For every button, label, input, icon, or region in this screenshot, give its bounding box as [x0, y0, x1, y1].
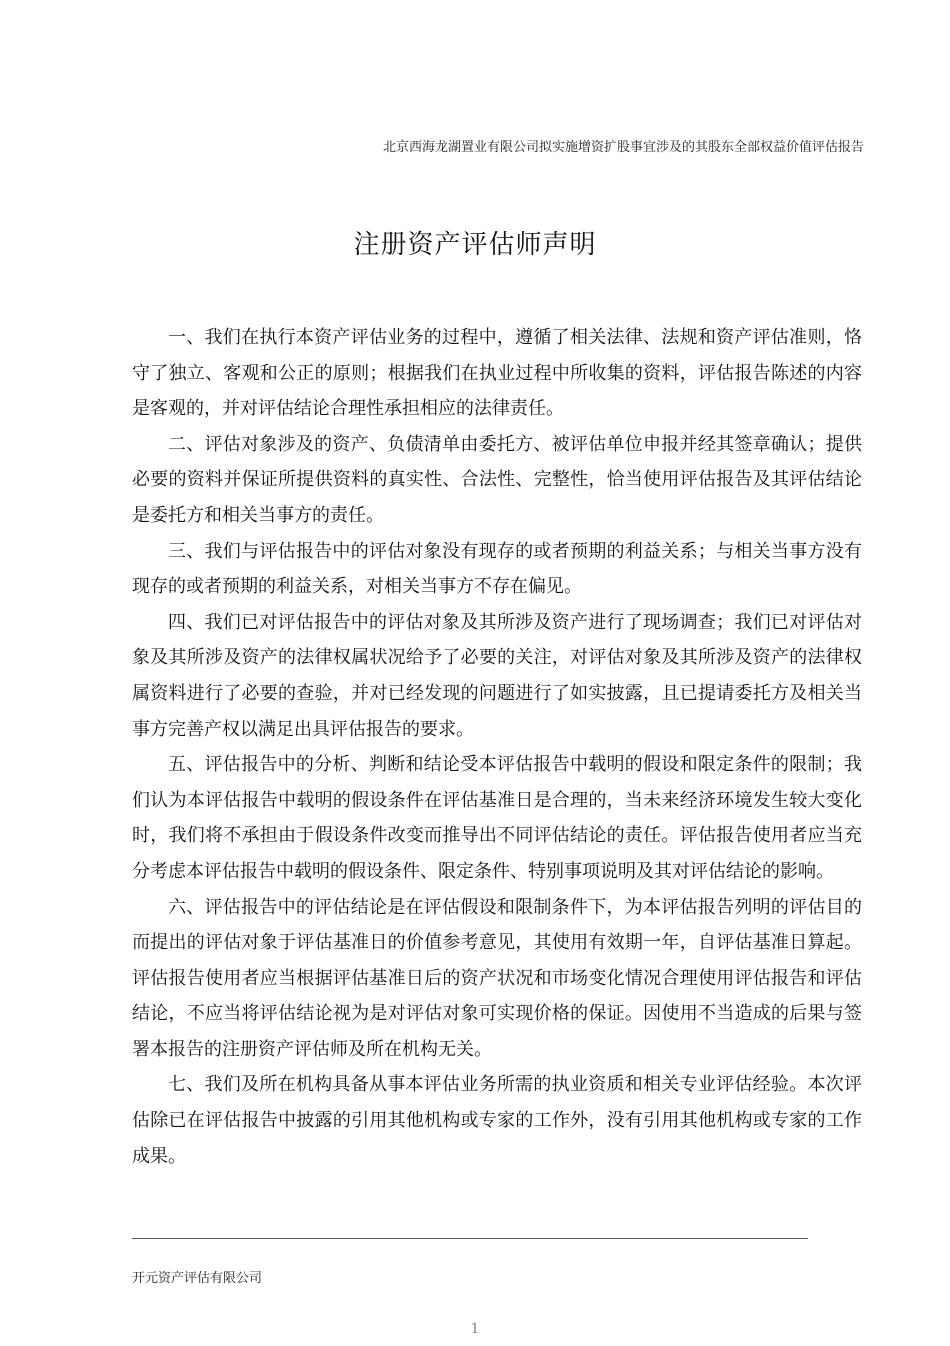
- page-title: 注册资产评估师声明: [353, 230, 597, 260]
- declaration-paragraph-4: 四、我们已对评估报告中的评估对象及其所涉及资产进行了现场调查；我们已对评估对象及其所涉及资产的法律权属状况给予了必要的关注，对评估对象及其所涉及资产的法律权属资料进行了必要的查验，并对已经发现的问题进行了如实披露，且已提请委托方及相关当事方完善产权以满足出具评估报告的要求。: [132, 611, 862, 740]
- running-header: 北京西海龙湖置业有限公司拟实施增资扩股事宜涉及的其股东全部权益价值评估报告: [382, 140, 864, 155]
- declaration-paragraph-2: 二、评估对象涉及的资产、负债清单由委托方、被评估单位申报并经其签章确认；提供必要的资料并保证所提供资料的真实性、合法性、完整性，恰当使用评估报告及其评估结论是委托方和相关当事方的责任。: [132, 433, 862, 526]
- footer-company-name: 开元资产评估有限公司: [132, 1271, 263, 1286]
- declaration-paragraph-5: 五、评估报告中的分析、判断和结论受本评估报告中载明的假设和限定条件的限制；我们认为本评估报告中载明的假设条件在评估基准日是合理的，当未来经济环境发生较大变化时，我们将不承担由于假设条件改变而推导出不同评估结论的责任。评估报告使用者应当充分考虑本评估报告中载明的假设条件、限定条件、特别事项说明及其对评估结论的影响。: [132, 754, 862, 882]
- footer-divider: [132, 1238, 808, 1239]
- declaration-paragraph-6: 六、评估报告中的评估结论是在评估假设和限制条件下，为本评估报告列明的评估目的而提出的评估对象于评估基准日的价值参考意见，其使用有效期一年，自评估基准日算起。评估报告使用者应当根据评估基准日后的资产状况和市场变化情况合理使用评估报告和评估结论，不应当将评估结论视为是对评估对象可实现价格的保证。因使用不当造成的后果与签署本报告的注册资产评估师及所在机构无关。: [132, 896, 862, 1060]
- declaration-paragraph-3: 三、我们与评估报告中的评估对象没有现存的或者预期的利益关系；与相关当事方没有现存的或者预期的利益关系，对相关当事方不存在偏见。: [132, 540, 862, 598]
- declaration-paragraph-7: 七、我们及所在机构具备从事本评估业务所需的执业资质和相关专业评估经验。本次评估除已在评估报告中披露的引用其他机构或专家的工作外，没有引用其他机构或专家的工作成果。: [132, 1074, 862, 1167]
- declaration-body: [132, 320, 862, 1174]
- declaration-paragraph-1: 一、我们在执行本资产评估业务的过程中，遵循了相关法律、法规和资产评估准则，恪守了独立、客观和公正的原则；根据我们在执业过程中所收集的资料，评估报告陈述的内容是客观的，并对评估结论合理性承担相应的法律责任。: [132, 327, 862, 420]
- page-number: 1: [470, 1321, 480, 1337]
